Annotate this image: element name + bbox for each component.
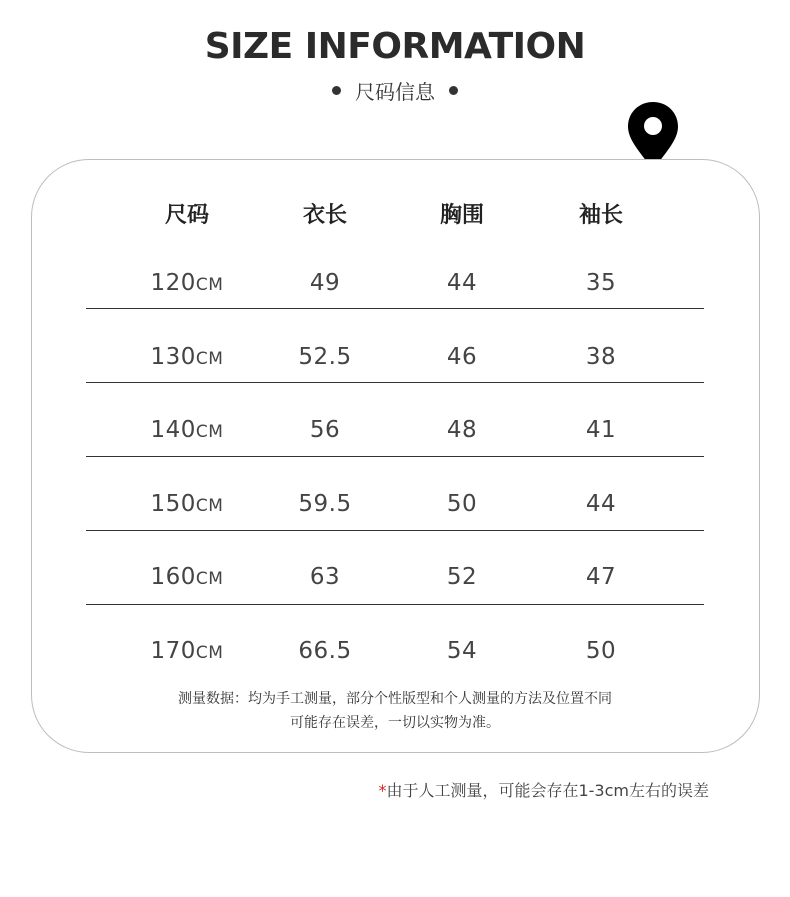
size-cell: 150CM [150,491,224,517]
chest-cell: 44 [446,270,478,296]
size-cell: 130CM [150,344,224,370]
length-cell: 63 [309,564,341,590]
sleeve-cell: 35 [585,270,617,296]
chest-cell: 52 [446,564,478,590]
size-cell: 120CM [150,270,224,296]
error-footnote [378,778,709,801]
length-cell: 59.5 [298,491,352,517]
row-divider [86,604,704,605]
bullet-dot-icon [332,86,341,95]
size-cell: 140CM [150,417,224,443]
subtitle-text: 尺码信息 [355,80,435,104]
size-cell: 160CM [150,564,224,590]
page-title: SIZE INFORMATION [204,26,586,67]
chest-cell: 54 [446,638,478,664]
chest-cell: 46 [446,344,478,370]
column-header-length: 衣长 [302,203,347,228]
length-cell: 56 [309,417,341,443]
sleeve-cell: 44 [585,491,617,517]
column-header-size: 尺码 [164,203,209,228]
size-cell: 170CM [150,638,224,664]
column-header-chest: 胸围 [439,203,484,228]
sleeve-cell: 38 [585,344,617,370]
chest-cell: 48 [446,417,478,443]
length-cell: 52.5 [298,344,352,370]
sleeve-cell: 50 [585,638,617,664]
row-divider [86,530,704,531]
length-cell: 49 [309,270,341,296]
chest-cell: 50 [446,491,478,517]
footnote-text: 由于人工测量，可能会存在1-3cm左右的误差 [386,781,709,800]
measurement-note-line1: 测量数据：均为手工测量，部分个性版型和个人测量的方法及位置不同 [178,691,612,707]
row-divider [86,308,704,309]
asterisk-marker: * [378,781,387,800]
column-header-sleeve: 袖长 [578,203,623,228]
length-cell: 66.5 [298,638,352,664]
row-divider [86,382,704,383]
measurement-note-line2: 可能存在误差，一切以实物为准。 [290,715,500,731]
row-divider [86,456,704,457]
sleeve-cell: 47 [585,564,617,590]
bullet-dot-icon [449,86,458,95]
sleeve-cell: 41 [585,417,617,443]
